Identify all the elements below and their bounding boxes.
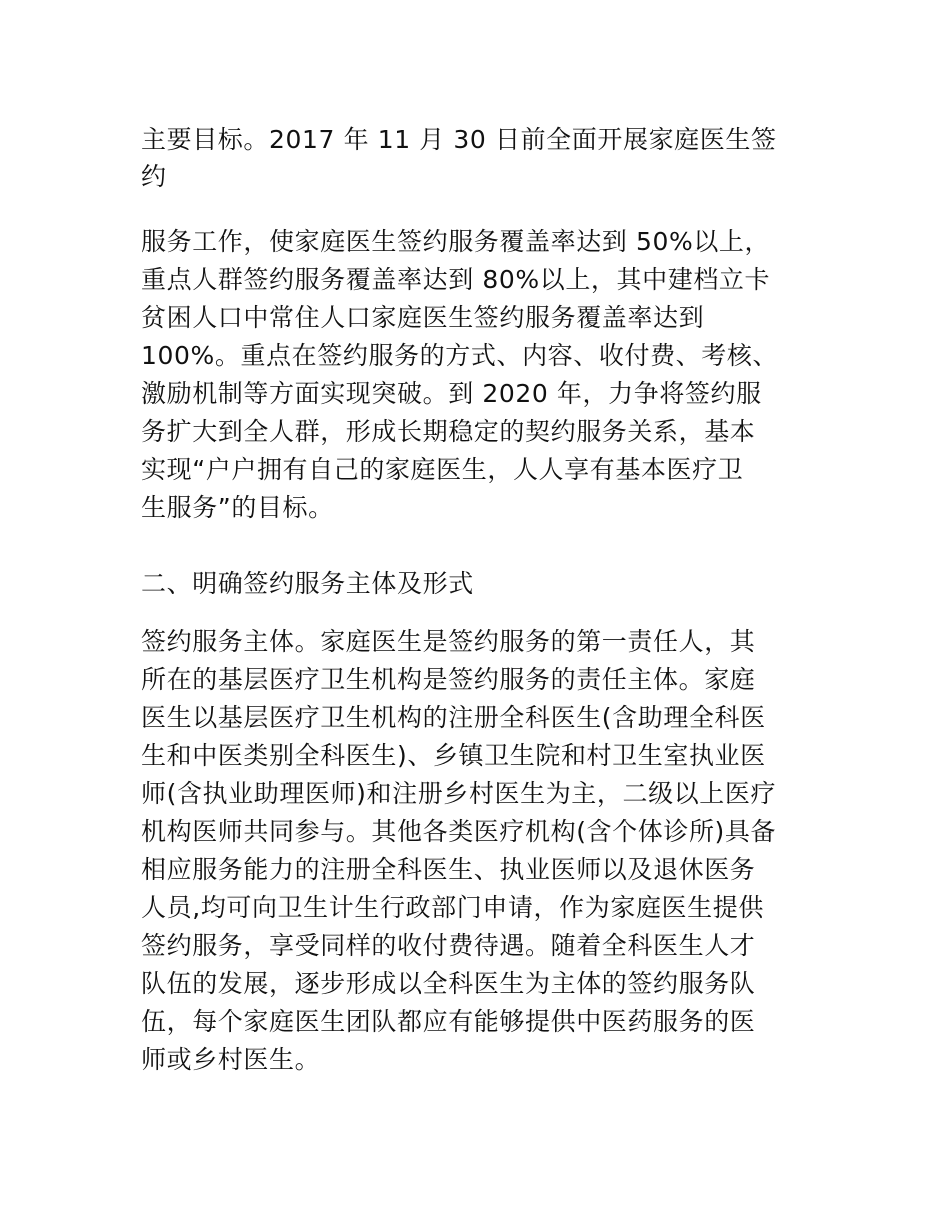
- section-heading: [141, 565, 821, 602]
- text-line: 医生以基层医疗卫生机构的注册全科医生(含助理全科医: [141, 703, 766, 732]
- text-line: 机构医师共同参与。其他各类医疗机构(含个体诊所)具备: [141, 817, 777, 846]
- text-line: 100%。重点在签约服务的方式、内容、收付费、考核、: [141, 341, 779, 370]
- text-line: 相应服务能力的注册全科医生、执业医师以及退休医务: [141, 855, 756, 884]
- text-line: 签约服务主体。家庭医生是签约服务的第一责任人，其: [141, 627, 756, 656]
- text-line: 人员,均可向卫生计生行政部门申请，作为家庭医生提供: [141, 893, 764, 922]
- text-line: 务扩大到全人群，形成长期稳定的契约服务关系，基本: [141, 417, 756, 446]
- paragraph-main-goal: [141, 121, 821, 195]
- text-line: 重点人群签约服务覆盖率达到 80%以上，其中建档立卡: [141, 265, 771, 294]
- text-line: 伍，每个家庭医生团队都应有能够提供中医药服务的医: [141, 1007, 756, 1036]
- text-line: 生和中医类别全科医生)、乡镇卫生院和村卫生室执业医: [141, 741, 766, 770]
- paragraph-service-subject: [141, 623, 821, 1079]
- text-line: 约: [141, 162, 167, 191]
- text-line: 师(含执业助理医师)和注册乡村医生为主，二级以上医疗: [141, 779, 777, 808]
- text-line: 实现“户户拥有自己的家庭医生，人人享有基本医疗卫: [141, 455, 744, 484]
- text-line: 师或乡村医生。: [141, 1045, 321, 1074]
- paragraph-service-coverage: [141, 223, 821, 527]
- text-line: 所在的基层医疗卫生机构是签约服务的责任主体。家庭: [141, 665, 756, 694]
- text-line: 生服务”的目标。: [141, 493, 334, 522]
- text-line: 激励机制等方面实现突破。到 2020 年，力争将签约服: [141, 379, 762, 408]
- text-line: 队伍的发展，逐步形成以全科医生为主体的签约服务队: [141, 969, 756, 998]
- text-line: 服务工作，使家庭医生签约服务覆盖率达到 50%以上，: [141, 227, 771, 256]
- text-line: 主要目标。2017 年 11 月 30 日前全面开展家庭医生签: [141, 125, 777, 154]
- section-heading-text: 二、明确签约服务主体及形式: [141, 569, 474, 598]
- text-line: 签约服务，享受同样的收付费待遇。随着全科医生人才: [141, 931, 756, 960]
- text-line: 贫困人口中常住人口家庭医生签约服务覆盖率达到: [141, 303, 705, 332]
